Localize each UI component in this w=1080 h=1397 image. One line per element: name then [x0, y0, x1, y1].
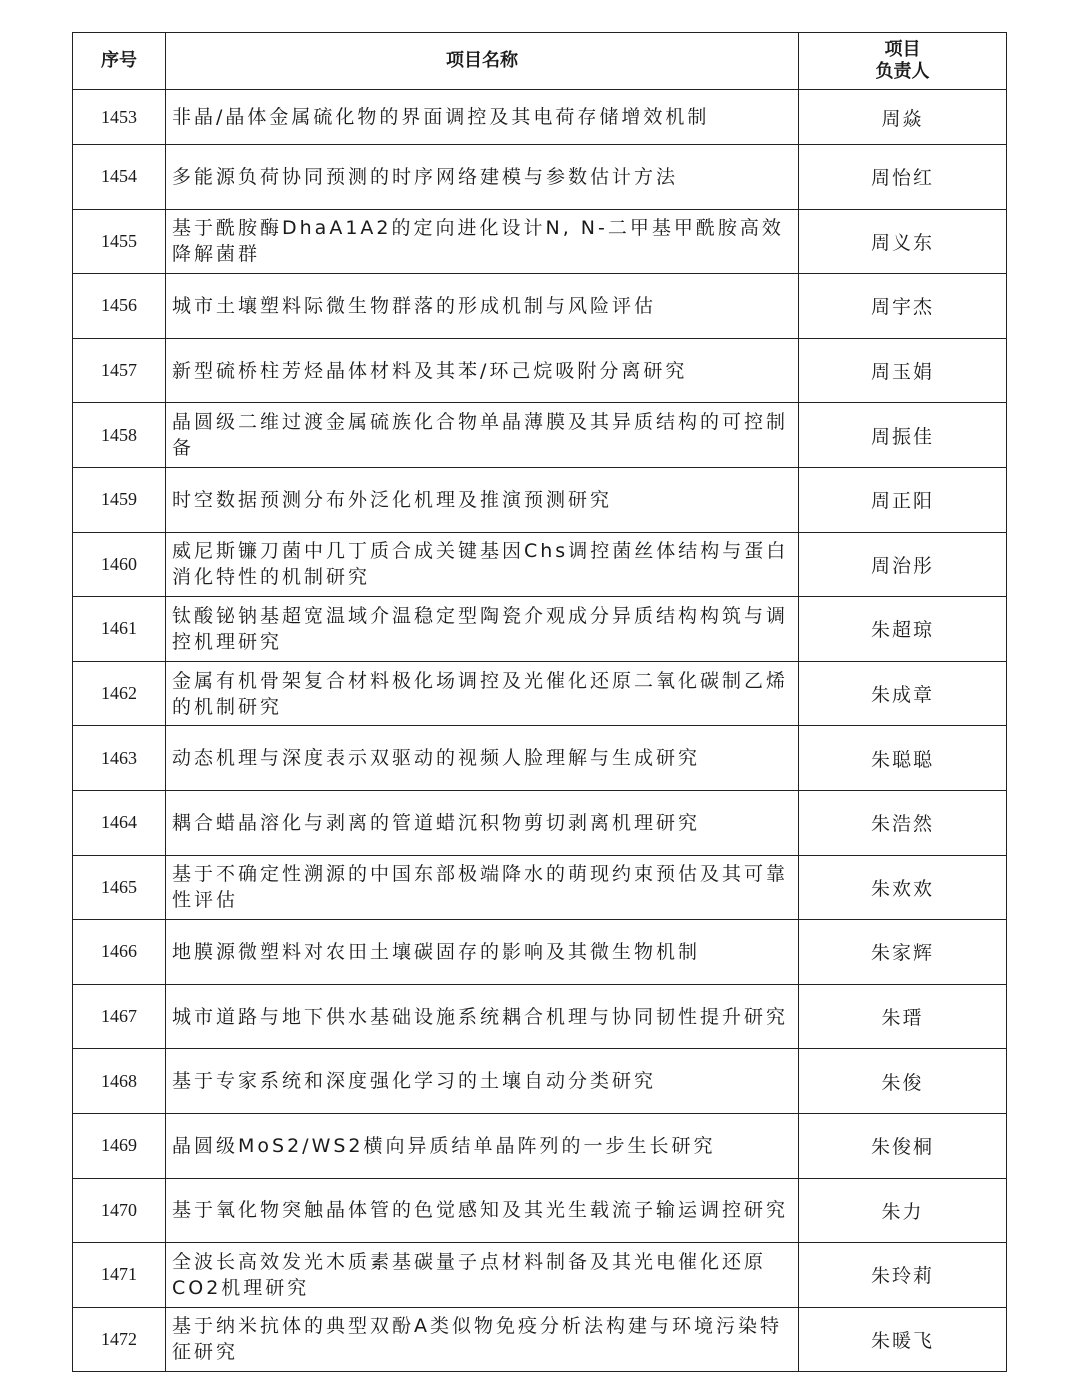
table-row [73, 726, 1007, 791]
row-number: 1455 [73, 209, 166, 274]
table-row [73, 209, 1007, 274]
table-row [73, 661, 1007, 726]
row-project-lead: 周玉娟 [799, 338, 1007, 403]
row-number: 1459 [73, 467, 166, 532]
row-project-lead: 周宇杰 [799, 274, 1007, 339]
project-list-table [72, 32, 1007, 1372]
row-project-lead: 朱聪聪 [799, 726, 1007, 791]
row-project-name: 基于纳米抗体的典型双酚A类似物免疫分析法构建与环境污染特征研究 [166, 1307, 799, 1372]
row-number: 1464 [73, 790, 166, 855]
table-row [73, 1113, 1007, 1178]
header-name: 项目名称 [166, 33, 799, 90]
row-project-name: 晶圆级二维过渡金属硫族化合物单晶薄膜及其异质结构的可控制备 [166, 403, 799, 468]
row-project-name: 动态机理与深度表示双驱动的视频人脸理解与生成研究 [166, 726, 799, 791]
row-project-lead: 朱欢欢 [799, 855, 1007, 920]
row-number: 1469 [73, 1113, 166, 1178]
row-project-name: 基于酰胺酶DhaA1A2的定向进化设计N, N-二甲基甲酰胺高效降解菌群 [166, 209, 799, 274]
row-number: 1456 [73, 274, 166, 339]
row-number: 1463 [73, 726, 166, 791]
row-project-lead: 周焱 [799, 90, 1007, 145]
row-project-name: 威尼斯镰刀菌中几丁质合成关键基因Chs调控菌丝体结构与蛋白消化特性的机制研究 [166, 532, 799, 597]
header-lead-line2: 负责人 [875, 61, 930, 82]
table-row [73, 467, 1007, 532]
table-row [73, 145, 1007, 210]
row-project-name: 金属有机骨架复合材料极化场调控及光催化还原二氧化碳制乙烯的机制研究 [166, 661, 799, 726]
row-project-lead: 周怡红 [799, 145, 1007, 210]
header-lead-line1: 项目 [884, 39, 921, 60]
row-project-lead: 朱暖飞 [799, 1307, 1007, 1372]
row-number: 1457 [73, 338, 166, 403]
row-project-name: 基于不确定性溯源的中国东部极端降水的萌现约束预估及其可靠性评估 [166, 855, 799, 920]
table-row [73, 920, 1007, 985]
row-project-name: 钛酸铋钠基超宽温域介温稳定型陶瓷介观成分异质结构构筑与调控机理研究 [166, 597, 799, 662]
row-project-lead: 朱家辉 [799, 920, 1007, 985]
row-number: 1460 [73, 532, 166, 597]
row-number: 1470 [73, 1178, 166, 1243]
row-number: 1466 [73, 920, 166, 985]
table-row [73, 1307, 1007, 1372]
header-row [73, 33, 1007, 90]
row-project-lead: 朱俊桐 [799, 1113, 1007, 1178]
row-number: 1471 [73, 1243, 166, 1308]
row-project-name: 时空数据预测分布外泛化机理及推演预测研究 [166, 467, 799, 532]
row-project-name: 城市土壤塑料际微生物群落的形成机制与风险评估 [166, 274, 799, 339]
row-project-lead: 朱成章 [799, 661, 1007, 726]
table-row [73, 597, 1007, 662]
row-number: 1467 [73, 984, 166, 1049]
table-row [73, 1049, 1007, 1114]
row-number: 1472 [73, 1307, 166, 1372]
row-project-name: 多能源负荷协同预测的时序网络建模与参数估计方法 [166, 145, 799, 210]
row-number: 1468 [73, 1049, 166, 1114]
row-number: 1465 [73, 855, 166, 920]
row-project-name: 基于氧化物突触晶体管的色觉感知及其光生载流子输运调控研究 [166, 1178, 799, 1243]
table-row [73, 1178, 1007, 1243]
row-project-name: 新型硫桥柱芳烃晶体材料及其苯/环己烷吸附分离研究 [166, 338, 799, 403]
table-row [73, 274, 1007, 339]
row-project-lead: 朱瑨 [799, 984, 1007, 1049]
row-project-lead: 周治彤 [799, 532, 1007, 597]
row-project-name: 基于专家系统和深度强化学习的土壤自动分类研究 [166, 1049, 799, 1114]
table-row [73, 403, 1007, 468]
row-number: 1454 [73, 145, 166, 210]
project-table [72, 32, 1006, 1372]
row-project-lead: 朱超琼 [799, 597, 1007, 662]
header-lead [799, 33, 1007, 90]
table-row [73, 532, 1007, 597]
row-number: 1453 [73, 90, 166, 145]
row-project-name: 地膜源微塑料对农田土壤碳固存的影响及其微生物机制 [166, 920, 799, 985]
table-row [73, 90, 1007, 145]
row-project-lead: 周振佳 [799, 403, 1007, 468]
table-row [73, 790, 1007, 855]
row-project-name: 全波长高效发光木质素基碳量子点材料制备及其光电催化还原CO2机理研究 [166, 1243, 799, 1308]
table-body [73, 90, 1007, 1372]
table-row [73, 855, 1007, 920]
row-number: 1462 [73, 661, 166, 726]
row-project-lead: 朱浩然 [799, 790, 1007, 855]
row-project-lead: 朱力 [799, 1178, 1007, 1243]
header-no: 序号 [73, 33, 166, 90]
table-row [73, 338, 1007, 403]
row-number: 1458 [73, 403, 166, 468]
row-number: 1461 [73, 597, 166, 662]
table-row [73, 984, 1007, 1049]
row-project-name: 耦合蜡晶溶化与剥离的管道蜡沉积物剪切剥离机理研究 [166, 790, 799, 855]
row-project-lead: 周义东 [799, 209, 1007, 274]
row-project-name: 非晶/晶体金属硫化物的界面调控及其电荷存储增效机制 [166, 90, 799, 145]
row-project-name: 城市道路与地下供水基础设施系统耦合机理与协同韧性提升研究 [166, 984, 799, 1049]
table-row [73, 1243, 1007, 1308]
row-project-name: 晶圆级MoS2/WS2横向异质结单晶阵列的一步生长研究 [166, 1113, 799, 1178]
row-project-lead: 朱玲莉 [799, 1243, 1007, 1308]
row-project-lead: 朱俊 [799, 1049, 1007, 1114]
row-project-lead: 周正阳 [799, 467, 1007, 532]
